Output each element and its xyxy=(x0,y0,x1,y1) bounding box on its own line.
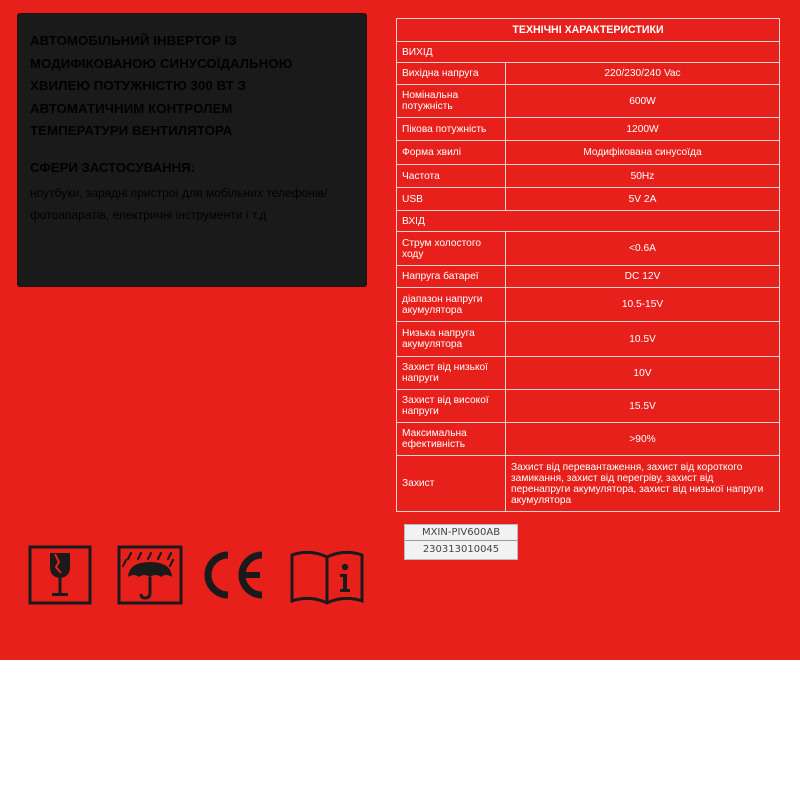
spec-label: Максимальна ефективність xyxy=(397,423,506,456)
spec-row xyxy=(397,118,780,141)
spec-label: Частота xyxy=(397,165,506,188)
spec-label: Номінальна потужність xyxy=(397,85,506,118)
spec-label: Напруга батареї xyxy=(397,266,506,288)
application-areas-text: ноутбуки, зарядні пристрої для мобільних телефонів/фотоапаратів, електричні інструменти і т.д xyxy=(30,186,328,222)
spec-row xyxy=(397,141,780,165)
spec-row xyxy=(397,390,780,423)
model-number: MXIN-PIV600AB xyxy=(405,525,517,541)
spec-row xyxy=(397,357,780,390)
specifications-table xyxy=(396,18,780,512)
spec-value: 600W xyxy=(506,85,780,118)
spec-row xyxy=(397,288,780,322)
spec-row xyxy=(397,63,780,85)
spec-value: 50Hz xyxy=(506,165,780,188)
spec-label: USB xyxy=(397,188,506,211)
input-section-header: ВХІД xyxy=(397,211,780,232)
spec-label: Низька напруга акумулятора xyxy=(397,322,506,357)
output-section-header: ВИХІД xyxy=(397,42,780,63)
serial-number: 230313010045 xyxy=(422,544,500,555)
spec-row xyxy=(397,188,780,211)
fragile-icon xyxy=(28,545,92,605)
spec-label: Форма хвилі xyxy=(397,141,506,165)
spec-row xyxy=(397,423,780,456)
spec-row xyxy=(397,165,780,188)
spec-row xyxy=(397,232,780,266)
model-sticker xyxy=(404,524,518,560)
spec-value: DC 12V xyxy=(506,266,780,288)
spec-row xyxy=(397,322,780,357)
spec-value: <0.6A xyxy=(506,232,780,266)
spec-row xyxy=(397,85,780,118)
protection-label: Захист xyxy=(397,456,506,512)
ce-mark-icon xyxy=(196,545,268,605)
spec-value: 220/230/240 Vac xyxy=(506,63,780,85)
spec-value: Модифікована синусоїда xyxy=(506,141,780,165)
protection-value: Захист від перевантаження, захист від короткого замикання, захист від перегріву, захист від перенапруги акумулятора, захист від низької напруги акумулятора xyxy=(506,456,780,512)
protection-row xyxy=(397,456,780,512)
specs-title: ТЕХНІЧНІ ХАРАКТЕРИСТИКИ xyxy=(397,19,780,42)
spec-value: 5V 2A xyxy=(506,188,780,211)
keep-dry-icon xyxy=(117,545,183,605)
spec-label: Вихідна напруга xyxy=(397,63,506,85)
spec-value: 1200W xyxy=(506,118,780,141)
application-areas-title: СФЕРИ ЗАСТОСУВАННЯ: xyxy=(30,160,196,175)
product-title: АВТОМОБІЛЬНИЙ ІНВЕРТОР ІЗ МОДИФІКОВАНОЮ СИНУСОЇДАЛЬНОЮ ХВИЛЕЮ ПОТУЖНІСТЮ 300 ВТ З АВТОМАТИЧНИМ КОНТРОЛЕМ ТЕМПЕРАТУРИ ВЕНТИЛЯТОРА xyxy=(30,33,293,139)
spec-label: Пікова потужність xyxy=(397,118,506,141)
read-manual-icon xyxy=(288,545,366,605)
spec-value: 10.5-15V xyxy=(506,288,780,322)
spec-label: Захист від низької напруги xyxy=(397,357,506,390)
spec-value: 10V xyxy=(506,357,780,390)
spec-value: 15.5V xyxy=(506,390,780,423)
spec-value: >90% xyxy=(506,423,780,456)
spec-label: діапазон напруги акумулятора xyxy=(397,288,506,322)
spec-row xyxy=(397,266,780,288)
spec-value: 10.5V xyxy=(506,322,780,357)
spec-label: Струм холостого ходу xyxy=(397,232,506,266)
spec-label: Захист від високої напруги xyxy=(397,390,506,423)
